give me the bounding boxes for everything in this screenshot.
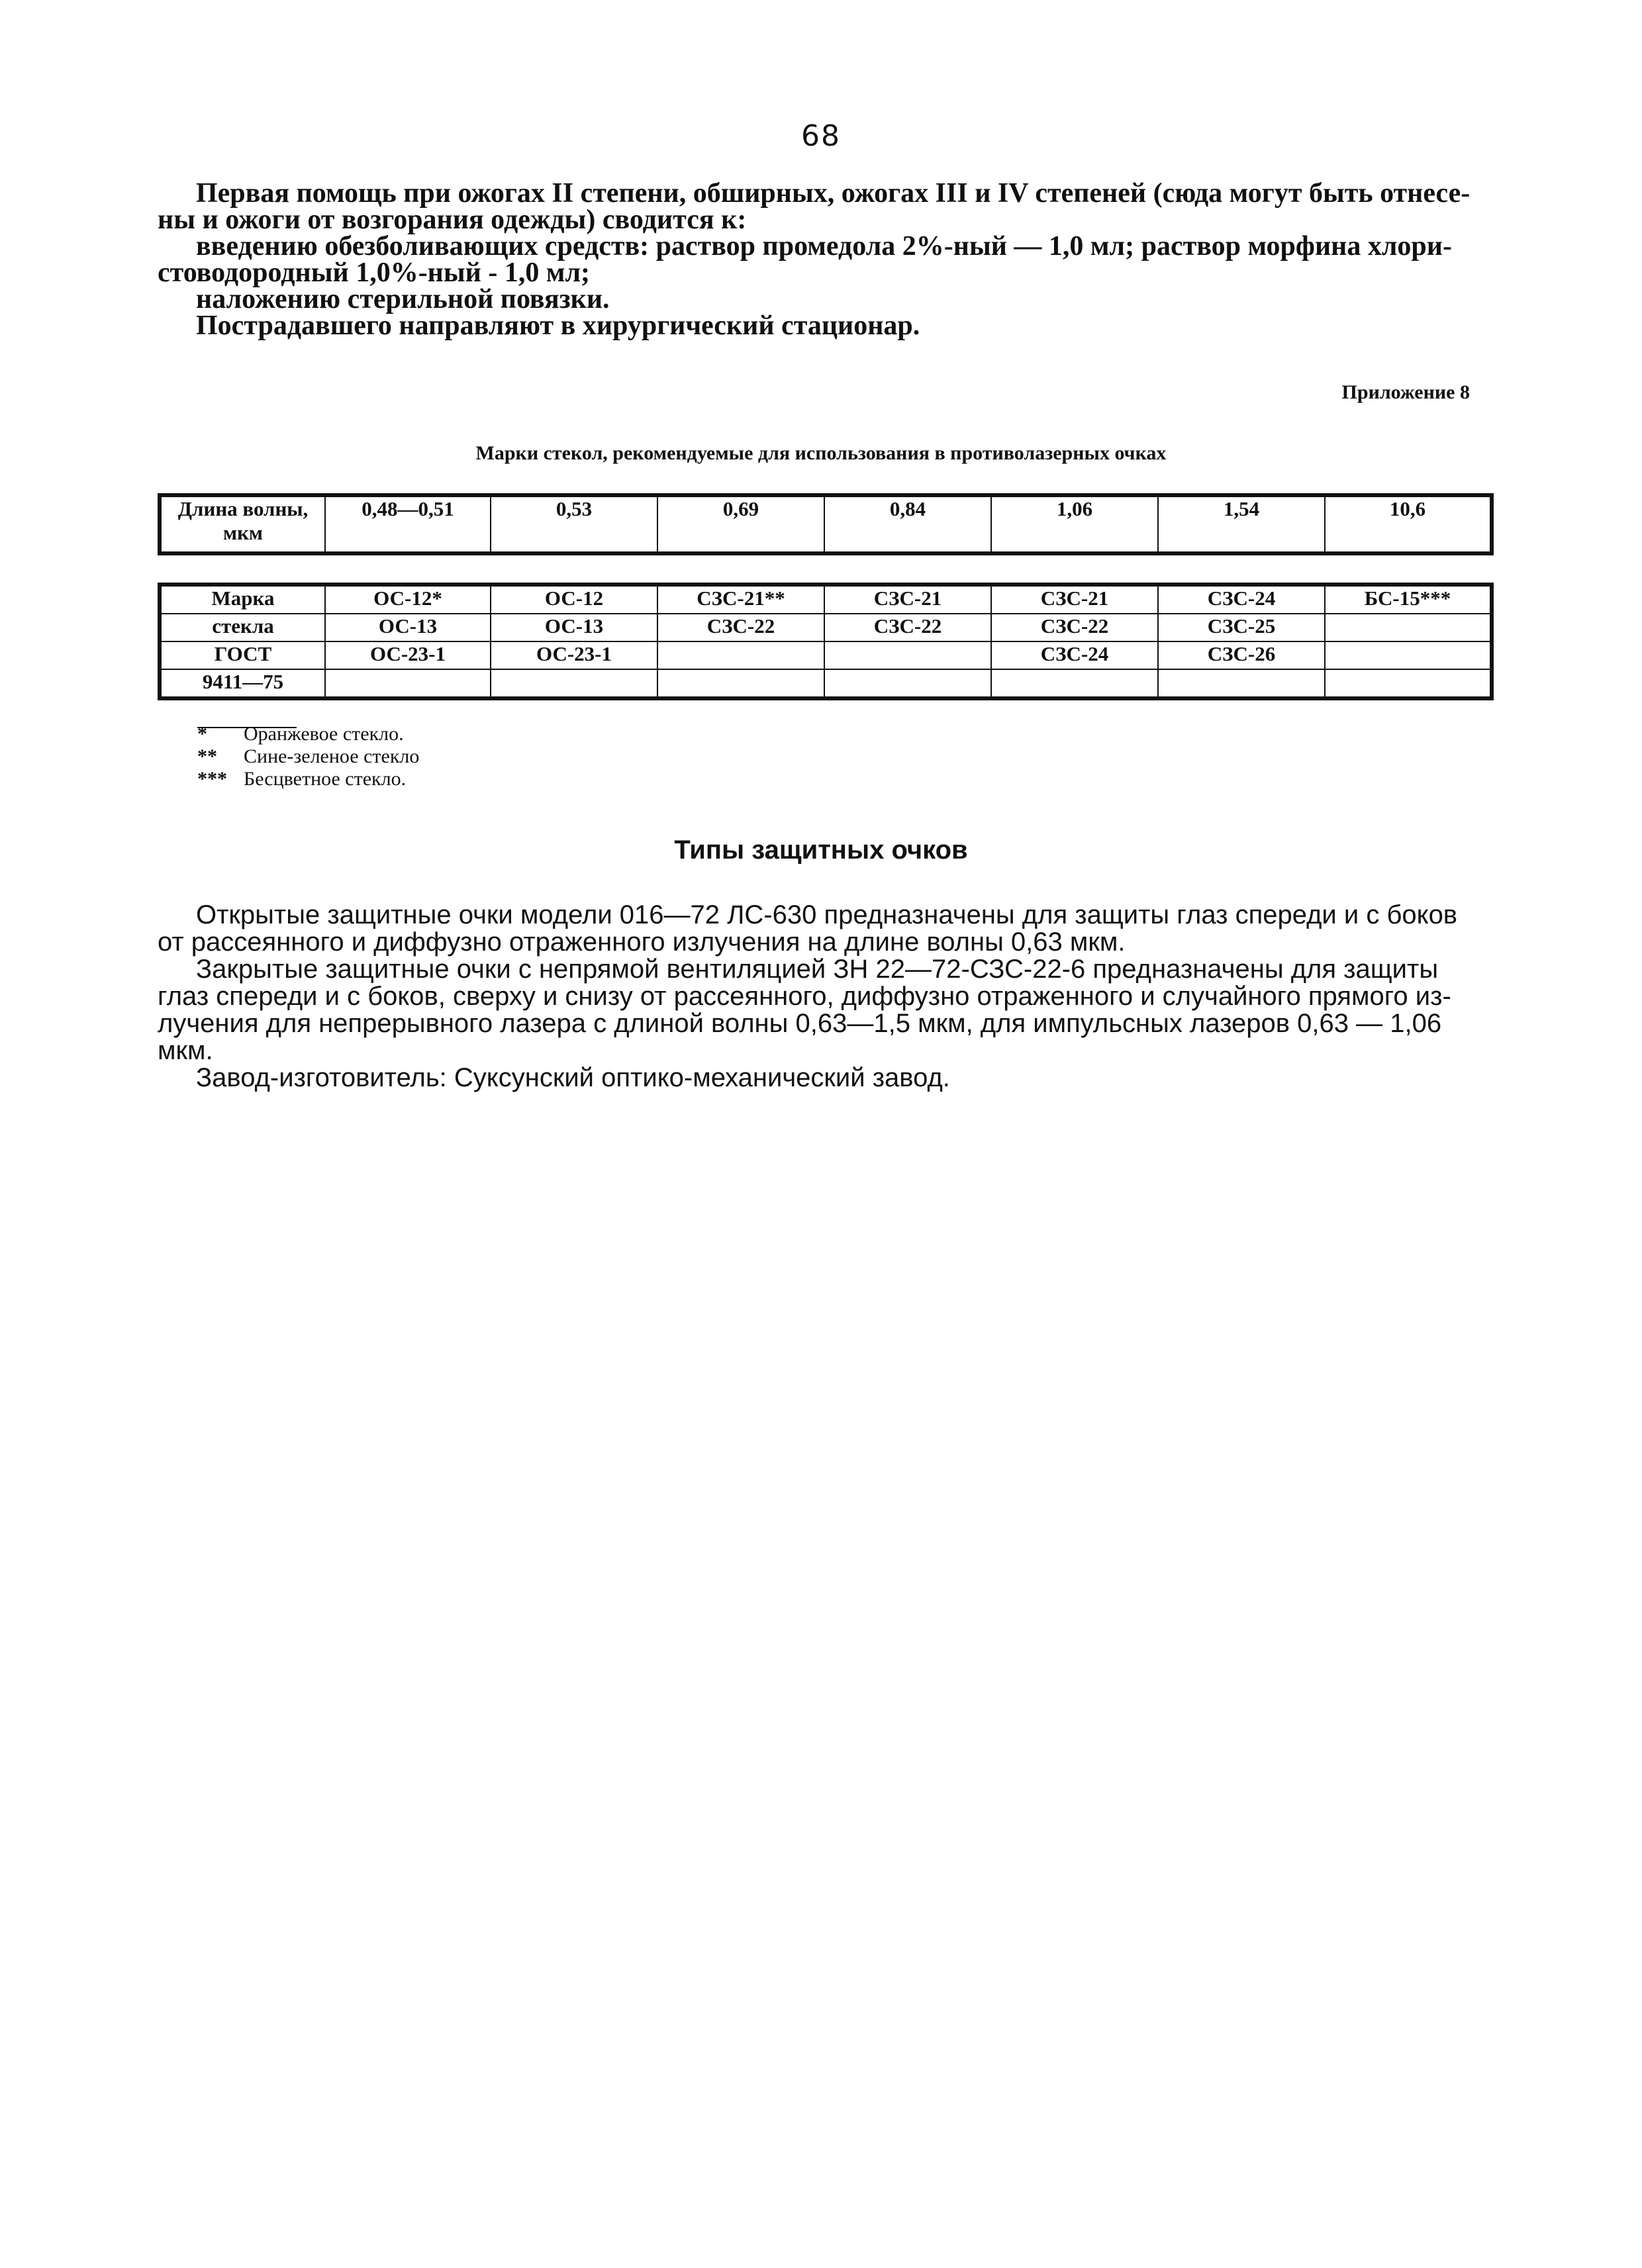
first-aid-text xyxy=(158,180,1490,339)
footnote xyxy=(197,745,419,768)
footnote-mark: * xyxy=(197,723,207,745)
wavelength-value: 0,84 xyxy=(824,495,991,553)
table-cell: СЗС-22 xyxy=(991,614,1158,641)
wavelength-value: 0,69 xyxy=(657,495,824,553)
wavelength-value: 1,06 xyxy=(991,495,1158,553)
table-cell: ОС-12* xyxy=(325,585,491,614)
table-cell: СЗС-26 xyxy=(1158,641,1325,669)
table-cell: ОС-12 xyxy=(491,585,657,614)
table-row xyxy=(160,641,1492,669)
appendix-label: Приложение 8 xyxy=(1341,381,1470,403)
wavelength-value: 0,48—0,51 xyxy=(325,495,491,553)
table-cell xyxy=(824,669,991,698)
wavelength-header: Длина волны, мкм xyxy=(160,495,325,553)
table-row xyxy=(160,669,1492,698)
table-cell: СЗС-22 xyxy=(824,614,991,641)
table-cell: ОС-13 xyxy=(325,614,491,641)
footnote-text: Сине-зеленое стекло xyxy=(244,745,420,767)
first-aid-analgesics: введению обезболивающих средств: раствор промедола 2%-ный — 1,0 мл; раствор морфина хлори-стоводородный 1,0%-ный - 1,0 мл; xyxy=(158,231,1452,288)
footnote-text: Оранжевое стекло. xyxy=(244,723,404,745)
table-cell: ОС-23-1 xyxy=(325,641,491,669)
table-row xyxy=(160,585,1492,614)
table-cell: ОС-23-1 xyxy=(491,641,657,669)
table-title: Марки стекол, рекомендуемые для использования в противолазерных очках xyxy=(475,442,1167,464)
table-cell: СЗС-21 xyxy=(824,585,991,614)
page-number: 68 xyxy=(801,119,841,153)
wavelength-value: 1,54 xyxy=(1158,495,1325,553)
first-aid-referral: Пострадавшего направляют в хирургический стационар. xyxy=(196,310,920,341)
first-aid-intro: Первая помощь при ожогах II степени, обширных, ожогах III и IV степеней (сюда могут быть отнесе-ны и ожоги от возгорания одежды) сводится к: xyxy=(158,178,1471,235)
wavelength-table xyxy=(158,493,1494,555)
table-cell xyxy=(991,669,1158,698)
table-cell xyxy=(657,641,824,669)
table-cell xyxy=(1325,641,1492,669)
table-cell xyxy=(824,641,991,669)
footnotes xyxy=(197,723,419,790)
table-cell: БС-15*** xyxy=(1325,585,1492,614)
closed-goggles-paragraph: Закрытые защитные очки с непрямой вентиляцией ЗН 22—72-СЗС-22-6 предназначены для защиты глаз спереди и с боков, сверху и снизу от рассеянного, диффузно отраженного и случайного прямого из-лучения для непрерывного лазера с длиной волны 0,63—1,5 мкм, для импульсных лазеров 0,63 — 1,06 мкм. xyxy=(158,955,1451,1065)
table-cell xyxy=(1158,669,1325,698)
table-row xyxy=(160,614,1492,641)
first-aid-bandage: наложению стерильной повязки. xyxy=(196,284,610,314)
table-cell: СЗС-24 xyxy=(1158,585,1325,614)
table-cell xyxy=(491,669,657,698)
table-cell: СЗС-21 xyxy=(991,585,1158,614)
table-cell: ГОСТ xyxy=(160,641,325,669)
table-cell: СЗС-22 xyxy=(657,614,824,641)
open-goggles-paragraph: Открытые защитные очки модели 016—72 ЛС-630 предназначены для защиты глаз спереди и с боков от рассеянного и диффузно отраженного излучения на длине волны 0,63 мкм. xyxy=(158,900,1458,957)
section-title: Типы защитных очков xyxy=(674,835,968,865)
table-cell: СЗС-21** xyxy=(657,585,824,614)
table-cell: ОС-13 xyxy=(491,614,657,641)
footnote xyxy=(197,723,419,745)
table-cell: Марка xyxy=(160,585,325,614)
table-cell: 9411—75 xyxy=(160,669,325,698)
wavelength-value: 0,53 xyxy=(491,495,657,553)
footnote-mark: ** xyxy=(197,745,217,767)
table-cell xyxy=(1325,614,1492,641)
manufacturer-paragraph: Завод-изготовитель: Суксунский оптико-механический завод. xyxy=(196,1063,950,1092)
wavelength-value: 10,6 xyxy=(1325,495,1492,553)
table-cell xyxy=(325,669,491,698)
glass-marks-table xyxy=(158,583,1494,700)
table-cell xyxy=(657,669,824,698)
footnote xyxy=(197,768,419,790)
footnote-mark: *** xyxy=(197,768,227,790)
table-cell xyxy=(1325,669,1492,698)
wavelength-row xyxy=(160,495,1492,553)
footnote-text: Бесцветное стекло. xyxy=(244,768,407,790)
table-cell: стекла xyxy=(160,614,325,641)
table-cell: СЗС-25 xyxy=(1158,614,1325,641)
table-cell: СЗС-24 xyxy=(991,641,1158,669)
goggles-text xyxy=(158,902,1490,1092)
